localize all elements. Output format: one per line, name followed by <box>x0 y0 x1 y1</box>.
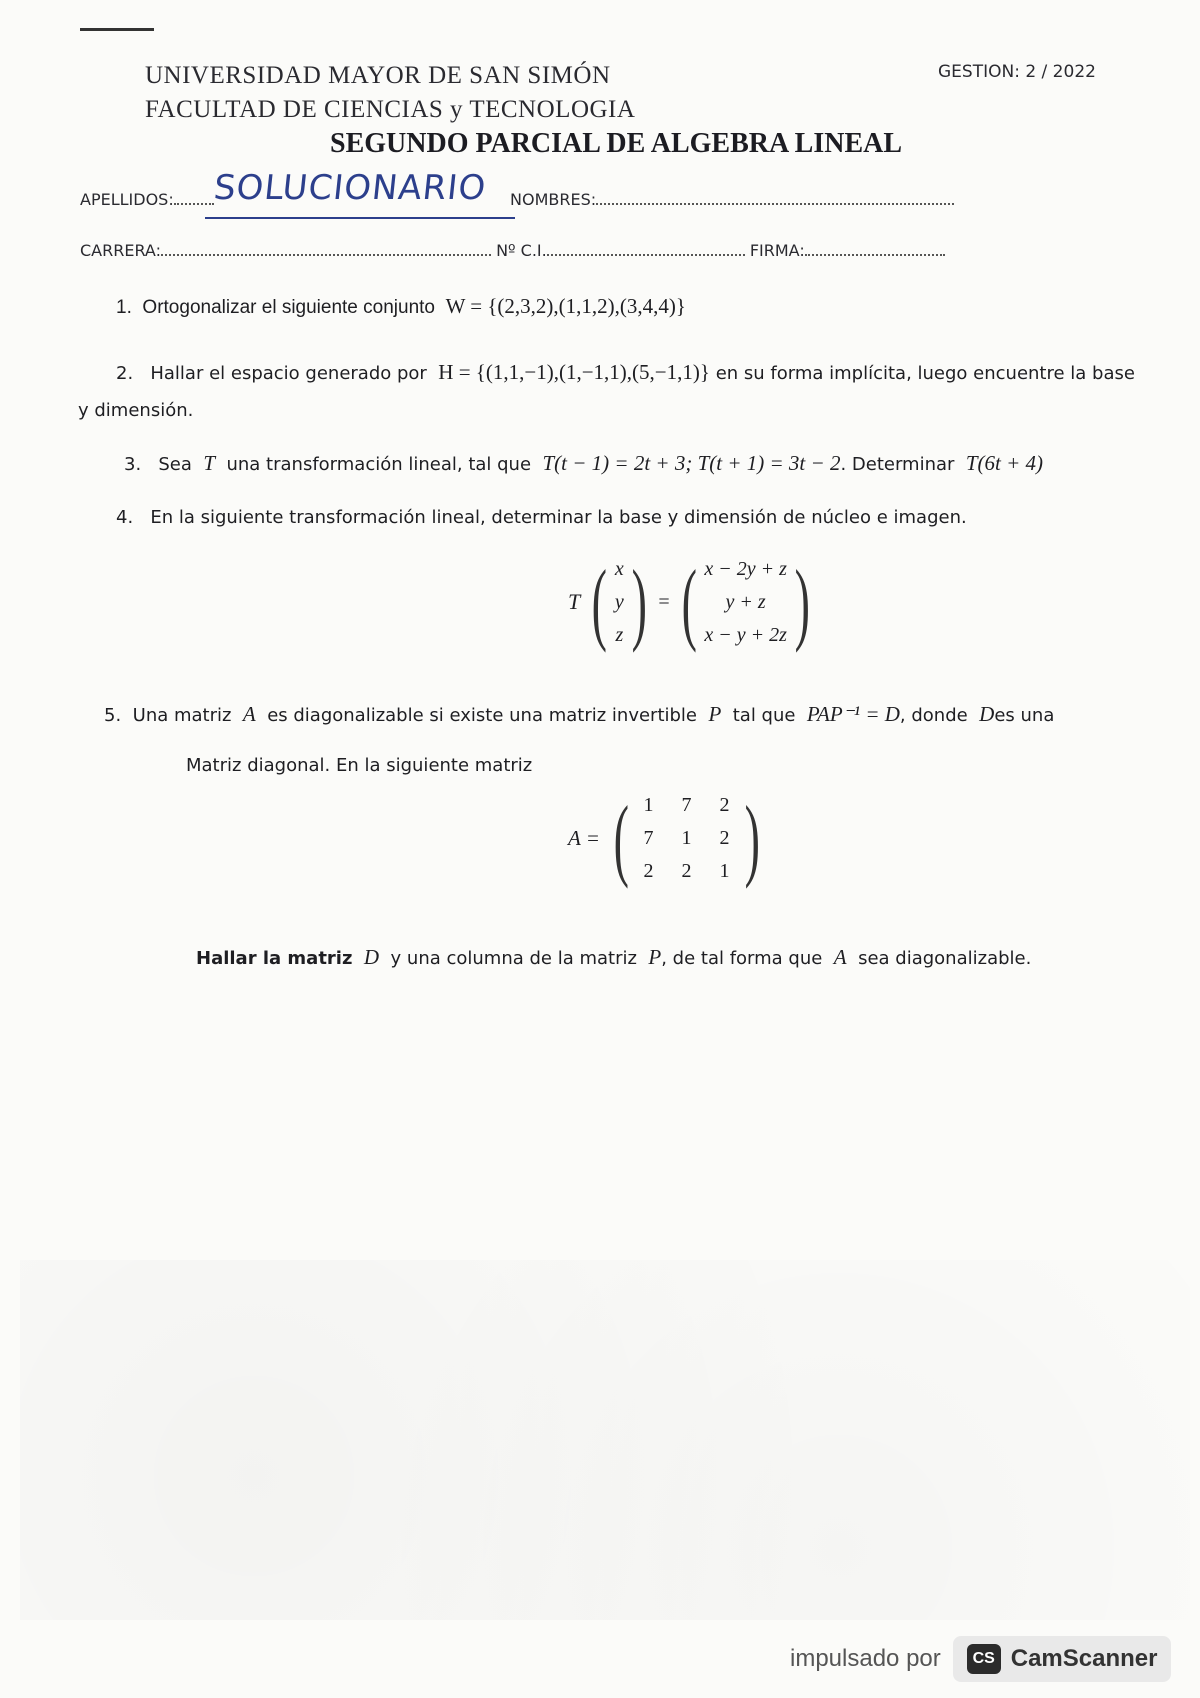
question-1 <box>116 294 686 319</box>
matrix-cell: 7 <box>643 826 654 849</box>
question-5-equation: PAP⁻¹ = D <box>806 702 900 726</box>
matrix-cell: 2 <box>681 859 692 882</box>
apellidos-handwritten-value: SOLUCIONARIO <box>211 168 489 208</box>
camscanner-badge <box>953 1636 1172 1682</box>
question-4-operator: T <box>568 589 581 614</box>
question-1-text: Ortogonalizar el siguiente conjunto <box>142 297 435 318</box>
question-5-final-a: Hallar la matriz <box>196 948 353 969</box>
question-3-var-t: T <box>203 451 216 475</box>
scan-grain <box>20 1260 1190 1620</box>
question-4-text: En la siguiente transformación lineal, determinar la base y dimensión de núcleo e imagen. <box>150 507 967 528</box>
question-4-number: 4. <box>116 507 134 528</box>
output-row-1: x − 2y + z <box>704 557 787 580</box>
question-5-text-a: Una matriz <box>132 705 232 726</box>
question-2-text: Hallar el espacio generado por <box>150 363 427 384</box>
carrera-row <box>80 241 945 260</box>
question-2-line-2: y dimensión. <box>78 400 194 421</box>
question-3-number: 3. <box>124 454 142 475</box>
question-5-matrix-a: A = ( 1 7 2 7 1 2 2 2 1 ) <box>568 787 760 889</box>
question-3-text-c: . Determinar <box>840 454 955 475</box>
input-x: x <box>614 557 624 580</box>
question-1-set: W = {(2,3,2),(1,1,2),(3,4,4)} <box>445 294 686 318</box>
matrix-cell: 2 <box>643 859 654 882</box>
matrix-a-label: A = <box>568 825 600 850</box>
question-4 <box>116 507 967 528</box>
carrera-label: CARRERA: <box>80 241 161 260</box>
question-5-final-b: y una columna de la matriz <box>390 948 637 969</box>
question-5-final-var-d: D <box>363 945 380 969</box>
university-name: UNIVERSIDAD MAYOR DE SAN SIMÓN <box>145 62 611 89</box>
ci-label: Nº C.I. <box>496 241 547 260</box>
question-2-set: H = {(1,1,−1),(1,−1,1),(5,−1,1)} <box>438 360 710 384</box>
apellidos-underline <box>205 217 515 219</box>
question-5-final <box>196 945 1031 970</box>
question-5-final-d: sea diagonalizable. <box>858 948 1032 969</box>
apellidos-label: APELLIDOS: <box>80 190 174 209</box>
question-3 <box>124 451 1043 476</box>
question-5-var-d: D <box>979 702 995 726</box>
question-5-line-2: Matriz diagonal. En la siguiente matriz <box>186 755 533 776</box>
matrix-cell: 1 <box>719 859 730 882</box>
apellidos-row <box>80 190 214 209</box>
question-5-final-var-p: P <box>648 945 662 969</box>
nombres-row <box>510 190 954 209</box>
output-row-3: x − y + 2z <box>704 623 787 646</box>
question-4-transformation <box>568 551 818 653</box>
matrix-cell: 7 <box>681 793 692 816</box>
nombres-label: NOMBRES: <box>510 190 597 209</box>
powered-by-text: impulsado por <box>790 1645 941 1672</box>
question-4-output-vector: ( x − 2y + z y + z x − y + 2z ) <box>681 551 810 653</box>
question-5 <box>104 702 1054 727</box>
matrix-cell: 2 <box>719 826 730 849</box>
question-5-text-c: tal que <box>732 705 796 726</box>
question-5-text-e: es una <box>994 705 1055 726</box>
output-row-2: y + z <box>725 590 766 613</box>
faculty-name: FACULTAD DE CIENCIAS y TECNOLOGIA <box>145 96 636 123</box>
question-5-var-p: P <box>708 702 722 726</box>
question-5-var-a: A <box>242 702 256 726</box>
question-3-text-b: una transformación lineal, tal que <box>226 454 532 475</box>
input-z: z <box>615 623 624 646</box>
question-5-number: 5. <box>104 705 122 726</box>
camscanner-watermark <box>790 1636 1171 1682</box>
question-5-text-b: es diagonalizable si existe una matriz invertible <box>267 705 697 726</box>
question-5-final-var-a: A <box>833 945 847 969</box>
question-4-input-vector: ( x y z ) <box>591 551 647 653</box>
question-5-text-d: , donde <box>899 705 968 726</box>
question-2-number: 2. <box>116 363 134 384</box>
matrix-cell: 2 <box>719 793 730 816</box>
camscanner-brand: CamScanner <box>1010 1645 1158 1672</box>
input-y: y <box>614 590 624 613</box>
camscanner-logo-icon: CS <box>967 1644 1001 1674</box>
question-4-equals: = <box>658 590 670 613</box>
question-3-condition: T(t − 1) = 2t + 3; T(t + 1) = 3t − 2 <box>542 451 841 475</box>
scan-mark <box>80 28 154 31</box>
gestion-label: GESTION: 2 / 2022 <box>938 62 1096 82</box>
question-5-final-c: , de tal forma que <box>661 948 823 969</box>
question-2-tail: en su forma implícita, luego encuentre la base <box>715 363 1135 384</box>
question-1-number: 1. <box>116 297 132 318</box>
matrix-cell: 1 <box>681 826 692 849</box>
matrix-cell: 1 <box>643 793 654 816</box>
firma-label: FIRMA: <box>749 241 805 260</box>
question-3-target: T(6t + 4) <box>965 451 1044 475</box>
exam-title: SEGUNDO PARCIAL DE ALGEBRA LINEAL <box>330 128 903 159</box>
question-2 <box>116 360 1135 385</box>
question-3-text-a: Sea <box>158 454 192 475</box>
